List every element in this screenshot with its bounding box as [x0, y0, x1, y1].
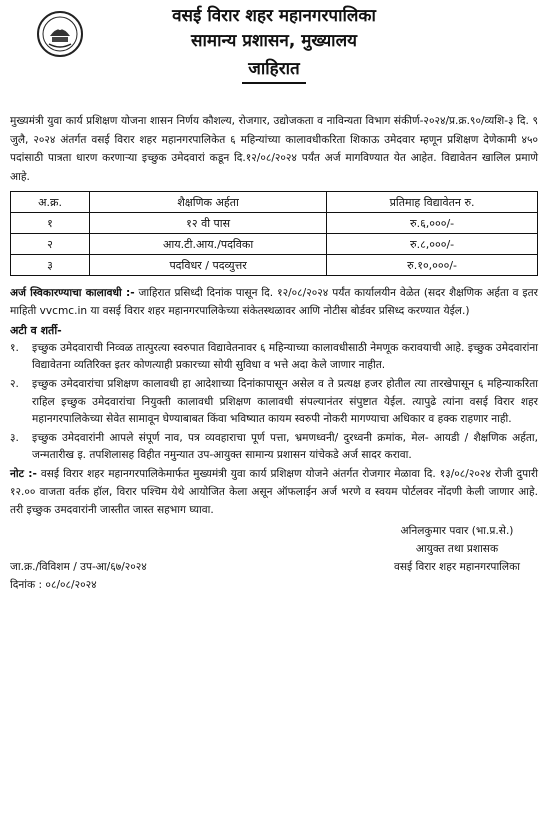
note-paragraph	[10, 466, 538, 519]
term-text: इच्छुक उमेदवारांनी आपले संपूर्ण नाव, पत्र व्यवहाराचा पूर्ण पत्ता, भ्रमणध्वनी/ दुरध्वनी क्रमांक, मेल- आयडी / शैक्षणिक अर्हता, जन्मतारीख इ. तपशिलासह विहीत नमुन्यात उप-आयुक्त सामान्य प्रशासन यांचेकडे अर्ज सादर करावा.	[32, 432, 538, 462]
application-period-label: अर्ज स्विकारण्याचा कालावधी :-	[10, 287, 135, 299]
note-text: वसई विरार शहर महानगरपालिकेमार्फत मुख्यमंत्री युवा कार्य प्रशिक्षण योजने अंतर्गत रोजगार मेळावा दि. १३/०८/२०२४ रोजी दुपारी १२.०० वाजता वर्तक हॉल, विरार पश्चिम येथे आयोजित केला असून ऑफलाईन अर्ज भरणे व स्वयम पोर्टलवर नोंदणी केली जाणार आहे. तरी इच्छुक उमदवारांनी जास्तीत जास्त सहभाग घ्यावा.	[10, 468, 538, 517]
advertisement-title: जाहिरात	[242, 56, 306, 84]
organization-name: वसई विरार शहर महानगरपालिका	[172, 6, 376, 26]
stipend-table	[10, 191, 538, 276]
reference-date: दिनांक : ०८/०८/२०२४	[10, 578, 97, 591]
term-item	[10, 430, 538, 464]
qualification-cell: १२ वी पास	[90, 213, 327, 234]
serial-cell: १	[11, 213, 90, 234]
signature-block	[394, 522, 520, 576]
term-text: इच्छुक उमेदवारांचा प्रशिक्षण कालावधी हा आदेशाच्या दिनांकापासून असेल व ते प्रत्यक्ष हजर होतील त्या तारखेपासून ६ महिन्याकरिता राहिल इच्छुक उमेदवारांचा नियुक्ती कालावधी प्रशिक्षण कालावधी संपल्यानंतर संपुष्टात येईल. त्यापुढे त्यांना वसई विरार शहर महानगरपालिकेच्या सेवेत सामावून घेण्याबाबत किंवा भविष्यात कायम स्वरुपी नोकरी मागण्याचा अधिकार व हक्क राहणार नाही.	[32, 378, 538, 425]
footer	[10, 522, 538, 592]
term-number: २.	[10, 378, 19, 391]
term-number: ३.	[10, 432, 19, 445]
department-name: सामान्य प्रशासन, मुख्यालय	[191, 31, 357, 51]
signatory-name: अनिलकुमार पवार (भा.प्र.से.)	[400, 524, 514, 537]
stipend-cell: रु.१०,०००/-	[327, 255, 538, 276]
table-header-row	[11, 192, 538, 213]
reference-block	[10, 558, 147, 594]
municipal-emblem-icon	[36, 10, 84, 58]
term-number: १.	[10, 342, 19, 354]
table-row	[11, 255, 538, 276]
term-text: इच्छुक उमेदवाराची निव्वळ तात्पुरत्या स्वरुपात विद्यावेतनावर ६ महिन्याच्या कालावधीसाठी नेमणूक करावयाची आहे. इच्छुक उमेदवारांना विद्यावेतना व्यतिरिक्त इतर कोणत्याही प्रकारच्या सोयी सुविधा व भत्ते अदा केले जाणार नाहीत.	[32, 342, 538, 372]
stipend-cell: रु.८,०००/-	[327, 234, 538, 255]
signatory-designation: आयुक्त तथा प्रशासक	[415, 542, 499, 555]
signatory-organization: वसई विरार शहर महानगरपालिका	[393, 560, 520, 573]
serial-cell: ३	[11, 255, 90, 276]
qualification-cell: पदविधर / पदव्युत्तर	[90, 255, 327, 276]
table-row	[11, 213, 538, 234]
column-header-serial: अ.क्र.	[11, 192, 90, 213]
term-item	[10, 376, 538, 428]
term-item	[10, 340, 538, 374]
reference-number: जा.क्र./विविशम / उप-आ/६७/२०२४	[10, 560, 147, 573]
note-label: नोट :-	[10, 468, 37, 481]
terms-heading: अटी व शर्ती-	[10, 324, 62, 337]
stipend-cell: रु.६,०००/-	[327, 213, 538, 234]
column-header-stipend: प्रतिमाह विद्यावेतन रु.	[327, 192, 538, 213]
table-row	[11, 234, 538, 255]
serial-cell: २	[11, 234, 90, 255]
qualification-cell: आय.टी.आय./पदविका	[90, 234, 327, 255]
column-header-qualification: शैक्षणिक अर्हता	[90, 192, 327, 213]
application-period	[10, 285, 538, 320]
intro-paragraph: मुख्यमंत्री युवा कार्य प्रशिक्षण योजना शासन निर्णय कौशल्य, रोजगार, उद्योजकता व नाविन्यता विभाग संकीर्ण-२०२४/प्र.क्र.९०/व्यशि-३ दि. ९ जुलै, २०२४ अंतर्गत वसई विरार शहर महानगरपालिकेत ६ महिन्यांच्या कालावधीकरिता शिकाऊ उमेदवार म्हणून प्रशिक्षण देणेकामी ४५० पदांसाठी पात्रता धारण करणाऱ्या इच्छुक उमेदवारां कडून दि.१२/०८/२०२४ पर्यंत अर्ज मागविण्यात येत आहेत. विद्यावेतन खालिल प्रमाणे आहे.	[10, 115, 538, 183]
header	[10, 0, 538, 108]
application-period-text: जाहिरात प्रसिध्दी दिनांक पासून दि. १२/०८/२०२४ पर्यंत कार्यालयीन वेळेत (सदर शैक्षणिक अर्हता व इतर माहिती vvcmc.in या वसई विरार शहर महानगरपालिकेच्या संकेतस्थळावर आणि नोटीस बोर्डवर प्रसिध्द करण्यात येईल.)	[10, 287, 539, 317]
